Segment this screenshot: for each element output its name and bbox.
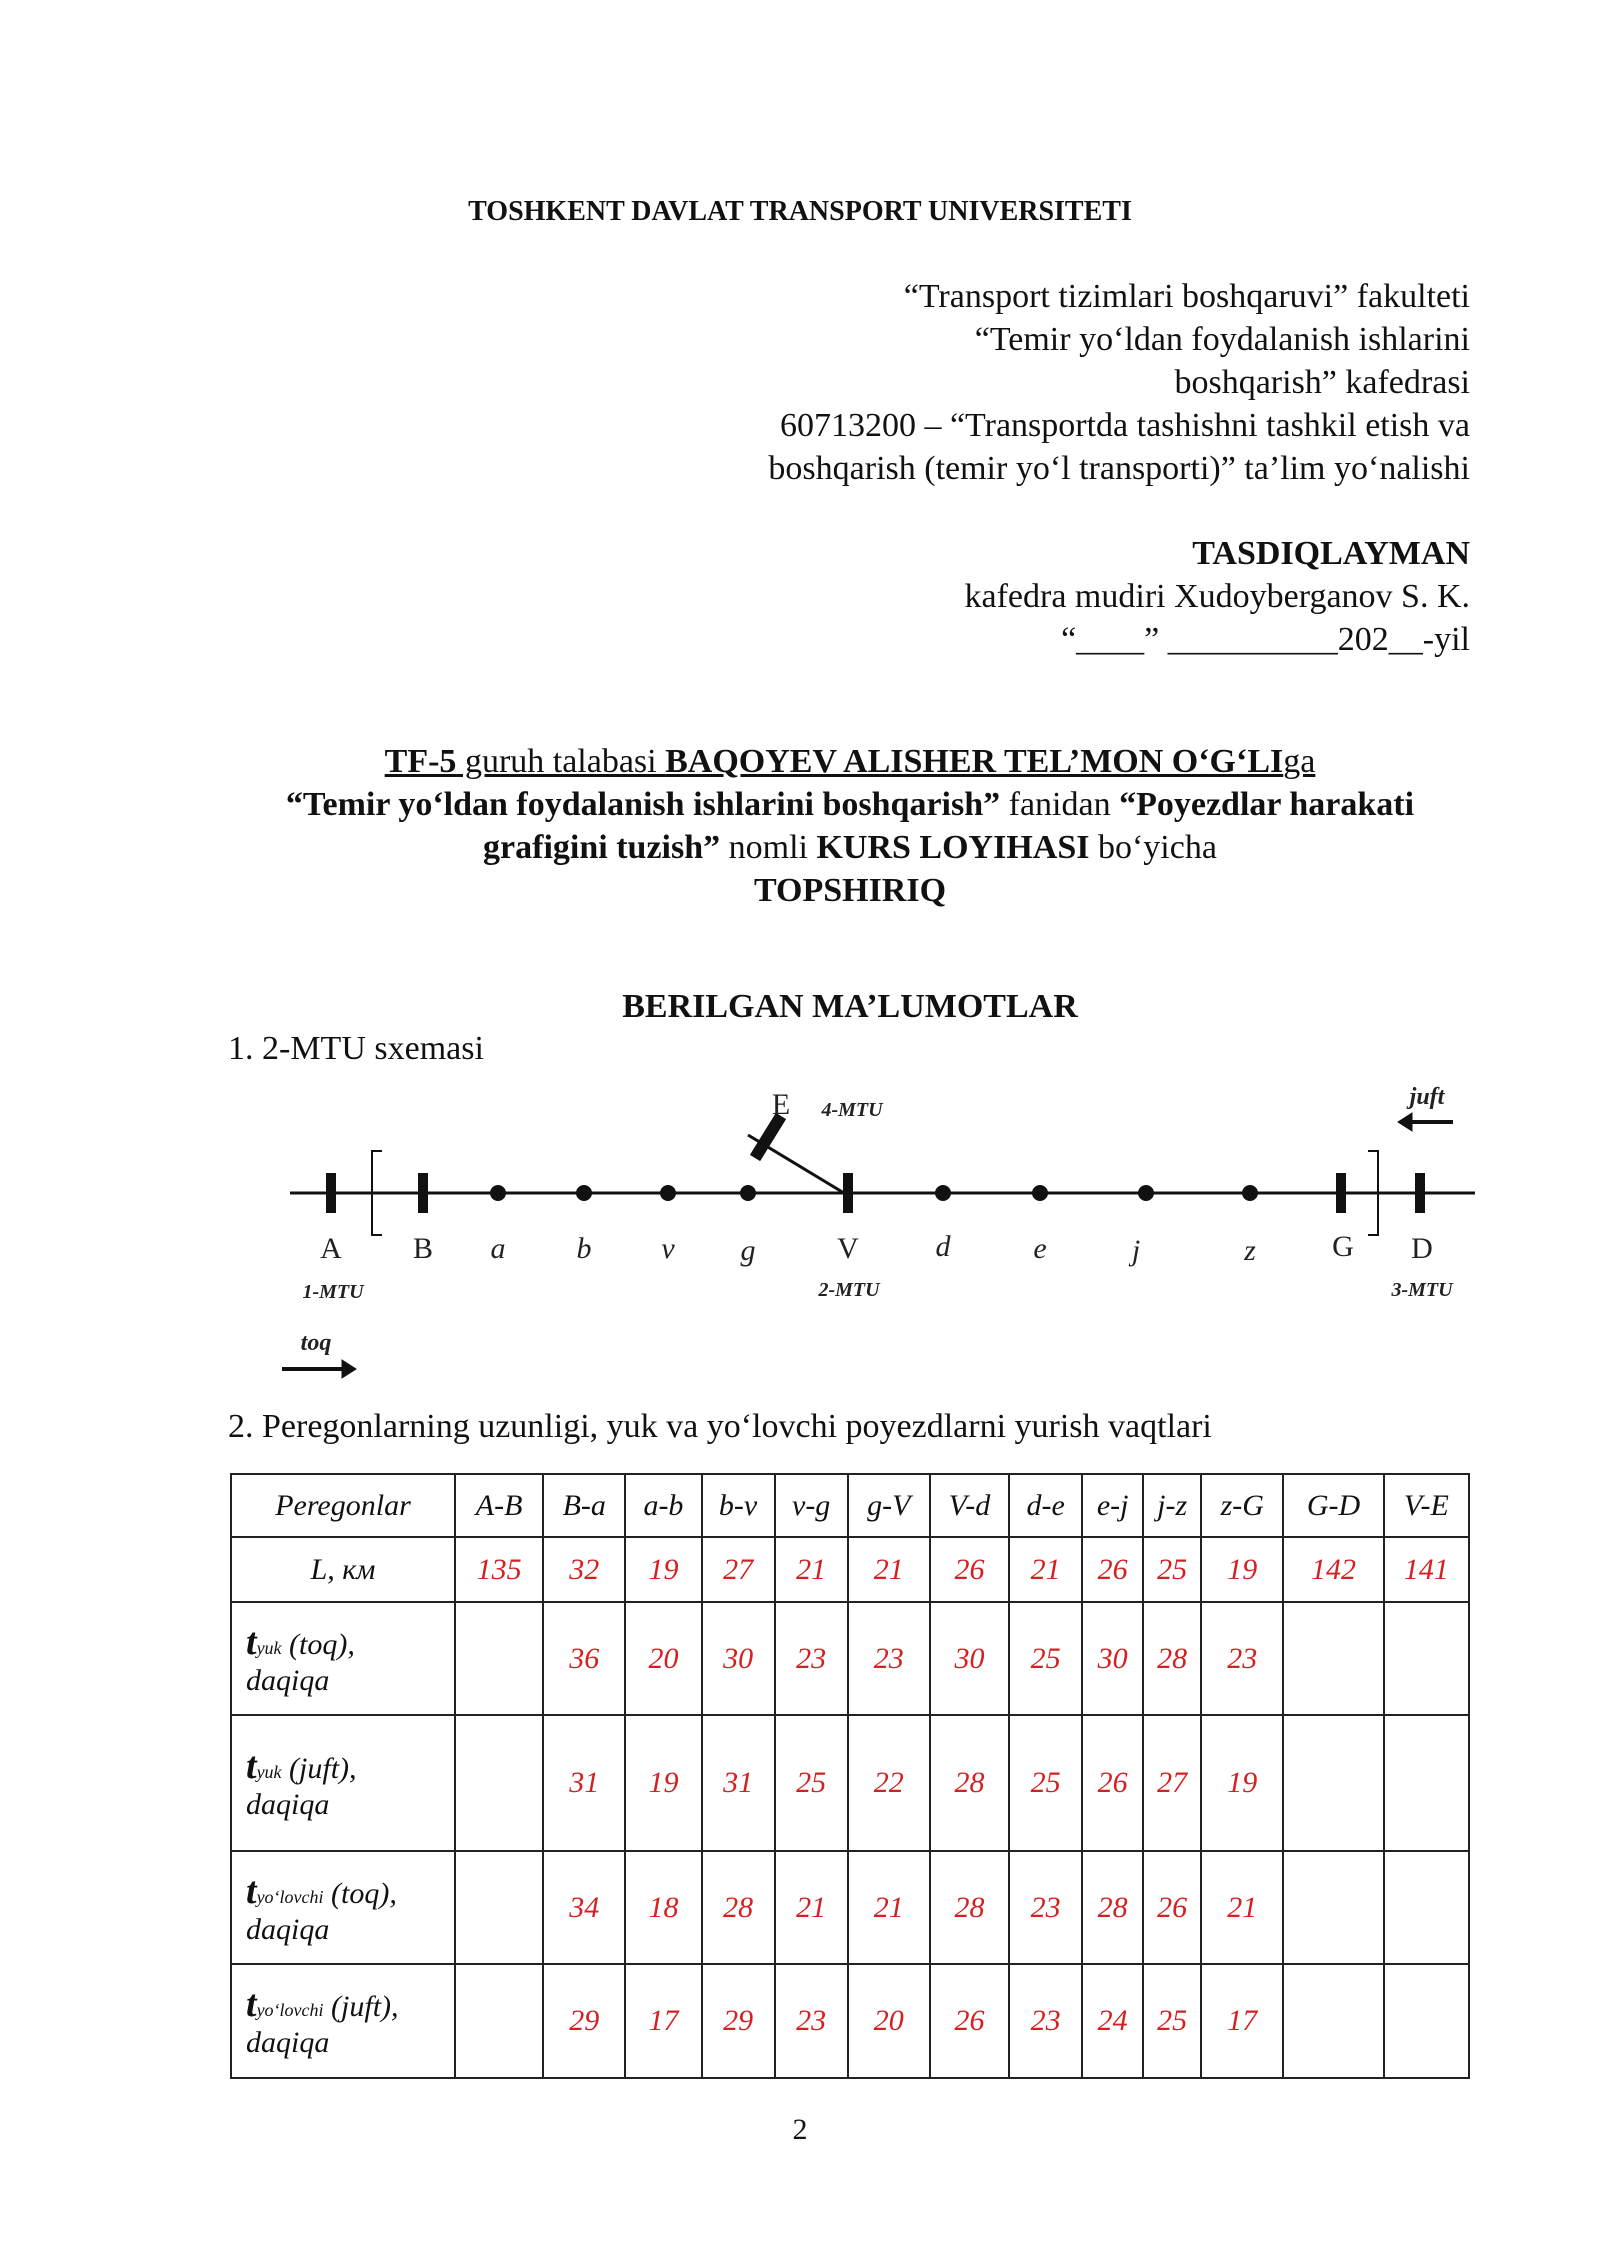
toq-arrow-head — [342, 1360, 356, 1378]
station-G-marker — [1336, 1173, 1346, 1213]
table-cell: 21 — [848, 1851, 930, 1964]
mtu-label-3: 3-MTU — [1391, 1279, 1453, 1301]
table-cell — [1283, 1851, 1383, 1964]
topic-part-1: “Poyezdlar harakati — [1119, 786, 1415, 823]
info-line: boshqarish (temir yo‘l transporti)” ta’lim yo‘nalishi — [768, 450, 1470, 487]
subject-word: fanidan — [1000, 786, 1120, 823]
table-cell: 21 — [1201, 1851, 1283, 1964]
table-cell — [1384, 1851, 1469, 1964]
station-label-V: V — [837, 1232, 859, 1265]
table-header-cell: B-a — [543, 1474, 625, 1537]
table-cell: 17 — [625, 1964, 701, 2078]
table-row-length — [231, 1537, 1469, 1602]
table-header-cell: V-E — [1384, 1474, 1469, 1537]
table-row-t-yolovchi-juft — [231, 1964, 1469, 2078]
name-suffix: ga — [1283, 743, 1316, 780]
table-cell: 26 — [930, 1537, 1009, 1602]
approve-person: kafedra mudiri Xudoyberganov S. K. — [964, 578, 1470, 615]
table-cell — [455, 1602, 543, 1715]
table-cell: 28 — [930, 1851, 1009, 1964]
station-B-marker — [418, 1173, 428, 1213]
table-header-cell: b-v — [702, 1474, 775, 1537]
info-line: “Temir yo‘ldan foydalanish ishlarini — [974, 321, 1470, 358]
station-label-A: A — [320, 1232, 342, 1265]
table-header-cell: Peregonlar — [231, 1474, 455, 1537]
table-cell: 24 — [1082, 1964, 1143, 2078]
table-cell: 30 — [930, 1602, 1009, 1715]
table-cell: 26 — [1143, 1851, 1201, 1964]
page-number: 2 — [792, 2113, 808, 2146]
table-cell: 27 — [702, 1537, 775, 1602]
table-cell: 28 — [1082, 1851, 1143, 1964]
table-cell: 23 — [848, 1602, 930, 1715]
table-header-row — [231, 1474, 1469, 1537]
table-cell: 34 — [543, 1851, 625, 1964]
station-label-e: e — [1033, 1232, 1047, 1265]
table-cell: 20 — [848, 1964, 930, 2078]
table-row-t-yuk-juft — [231, 1715, 1469, 1851]
table-cell: 20 — [625, 1602, 701, 1715]
direction-label-juft: juft — [1409, 1084, 1445, 1110]
course-project: KURS LOYIHASI — [816, 829, 1090, 866]
section-1-label: 1. 2-MTU sxemasi — [228, 1030, 484, 1067]
table-cell: 141 — [1384, 1537, 1469, 1602]
student-name: BAQOYEV ALISHER TEL’MON O‘G‘LI — [665, 743, 1284, 780]
table-cell: 36 — [543, 1602, 625, 1715]
table-cell — [455, 1851, 543, 1964]
task-label: TOPSHIRIQ — [753, 872, 947, 909]
table-cell: 28 — [1143, 1602, 1201, 1715]
table-cell: 23 — [775, 1964, 848, 2078]
info-line: 60713200 – “Transportda tashishni tashkil etish va — [779, 407, 1470, 444]
table-cell: 135 — [455, 1537, 543, 1602]
group-text: guruh talabasi — [456, 743, 666, 780]
table-cell: 25 — [775, 1715, 848, 1851]
table-cell: 29 — [702, 1964, 775, 2078]
station-label-v: v — [661, 1232, 675, 1265]
station-v-marker — [660, 1185, 676, 1201]
table-cell: 31 — [702, 1715, 775, 1851]
table-header-cell: a-b — [625, 1474, 701, 1537]
table-cell: 26 — [1082, 1715, 1143, 1851]
table-cell: 21 — [1009, 1537, 1082, 1602]
given-data-title: BERILGAN MA’LUMOTLAR — [622, 988, 1078, 1025]
table-cell: 27 — [1143, 1715, 1201, 1851]
table-cell: 29 — [543, 1964, 625, 2078]
table-cell — [1283, 1964, 1383, 2078]
station-label-d: d — [935, 1230, 951, 1263]
table-cell: 30 — [1082, 1602, 1143, 1715]
table-header-cell: A-B — [455, 1474, 543, 1537]
table-cell: 28 — [930, 1715, 1009, 1851]
mtu-label-1: 1-MTU — [302, 1281, 364, 1303]
table-cell: 26 — [1082, 1537, 1143, 1602]
table-cell — [1283, 1602, 1383, 1715]
info-line: boshqarish” kafedrasi — [1174, 364, 1470, 401]
named-word: nomli — [720, 829, 817, 866]
approve-date: “____” __________202__-yil — [1061, 621, 1470, 658]
table-cell: 25 — [1009, 1715, 1082, 1851]
table-header-cell: z-G — [1201, 1474, 1283, 1537]
station-j-marker — [1138, 1185, 1154, 1201]
mtu-label-2: 2-MTU — [818, 1279, 880, 1301]
station-d-marker — [935, 1185, 951, 1201]
table-cell: 23 — [775, 1602, 848, 1715]
station-V-marker — [843, 1173, 853, 1213]
row-label-t-yuk-juft: tyuk (juft), daqiqa — [231, 1715, 455, 1851]
table-cell: 30 — [702, 1602, 775, 1715]
station-A-marker — [326, 1173, 336, 1213]
table-cell: 31 — [543, 1715, 625, 1851]
station-label-G: G — [1332, 1230, 1354, 1263]
table-cell — [1384, 1715, 1469, 1851]
direction-label-toq: toq — [300, 1330, 332, 1356]
table-cell: 19 — [1201, 1715, 1283, 1851]
table-header-cell: G-D — [1283, 1474, 1383, 1537]
row-label-t-yolovchi-toq: tyo‘lovchi (toq), daqiqa — [231, 1851, 455, 1964]
table-cell: 23 — [1201, 1602, 1283, 1715]
table-cell: 23 — [1009, 1964, 1082, 2078]
table-cell: 28 — [702, 1851, 775, 1964]
table-cell — [1283, 1715, 1383, 1851]
table-cell: 21 — [848, 1537, 930, 1602]
station-z-marker — [1242, 1185, 1258, 1201]
table-cell: 25 — [1009, 1602, 1082, 1715]
station-label-E: E — [771, 1088, 791, 1121]
topic-part-2: grafigini tuzish” — [483, 829, 721, 866]
station-label-z: z — [1244, 1234, 1256, 1267]
station-a-marker — [490, 1185, 506, 1201]
table-cell: 19 — [625, 1715, 701, 1851]
table-cell — [455, 1715, 543, 1851]
section-2-label: 2. Peregonlarning uzunligi, yuk va yo‘lovchi poyezdlarni yurish vaqtlari — [228, 1408, 1212, 1445]
table-cell: 19 — [625, 1537, 701, 1602]
juft-arrow-head — [1398, 1113, 1412, 1131]
table-cell: 21 — [775, 1537, 848, 1602]
peregon-data-table — [230, 1473, 1470, 2079]
station-label-g: g — [740, 1234, 756, 1267]
station-g-marker — [740, 1185, 756, 1201]
table-cell: 18 — [625, 1851, 701, 1964]
table-cell — [1384, 1602, 1469, 1715]
mtu-label-4: 4-MTU — [821, 1099, 883, 1121]
row-label-t-yuk-toq: tyuk (toq), daqiqa — [231, 1602, 455, 1715]
row-label-length: L, км — [231, 1537, 455, 1602]
station-label-j: j — [1131, 1234, 1141, 1267]
table-cell: 32 — [543, 1537, 625, 1602]
table-cell: 142 — [1283, 1537, 1383, 1602]
station-label-D: D — [1411, 1232, 1433, 1265]
info-line: “Transport tizimlari boshqaruvi” fakulteti — [903, 278, 1470, 315]
table-header-cell: v-g — [775, 1474, 848, 1537]
subject-name: “Temir yo‘ldan foydalanish ishlarini boshqarish” — [285, 786, 1001, 823]
table-header-cell: e-j — [1082, 1474, 1143, 1537]
university-title: TOSHKENT DAVLAT TRANSPORT UNIVERSITETI — [468, 196, 1132, 227]
station-D-marker — [1415, 1173, 1425, 1213]
table-cell — [455, 1964, 543, 2078]
table-cell: 22 — [848, 1715, 930, 1851]
station-label-b: b — [576, 1232, 592, 1265]
station-label-a: a — [490, 1232, 506, 1265]
group-code: TF-5 — [384, 743, 457, 780]
table-cell: 17 — [1201, 1964, 1283, 2078]
table-header-cell: j-z — [1143, 1474, 1201, 1537]
table-cell: 25 — [1143, 1964, 1201, 2078]
table-header-cell: d-e — [1009, 1474, 1082, 1537]
table-cell: 25 — [1143, 1537, 1201, 1602]
boyicha-word: bo‘yicha — [1089, 829, 1217, 866]
row-label-t-yolovchi-juft: tyo‘lovchi (juft), daqiqa — [231, 1964, 455, 2078]
table-row-t-yolovchi-toq — [231, 1851, 1469, 1964]
table-cell: 26 — [930, 1964, 1009, 2078]
table-cell: 19 — [1201, 1537, 1283, 1602]
table-header-cell: V-d — [930, 1474, 1009, 1537]
station-label-B: B — [412, 1232, 434, 1265]
table-cell — [1384, 1964, 1469, 2078]
table-cell: 21 — [775, 1851, 848, 1964]
table-header-cell: g-V — [848, 1474, 930, 1537]
table-cell: 23 — [1009, 1851, 1082, 1964]
table-row-t-yuk-toq — [231, 1602, 1469, 1715]
station-e-marker — [1032, 1185, 1048, 1201]
station-b-marker — [576, 1185, 592, 1201]
approve-title: TASDIQLAYMAN — [1192, 535, 1470, 572]
